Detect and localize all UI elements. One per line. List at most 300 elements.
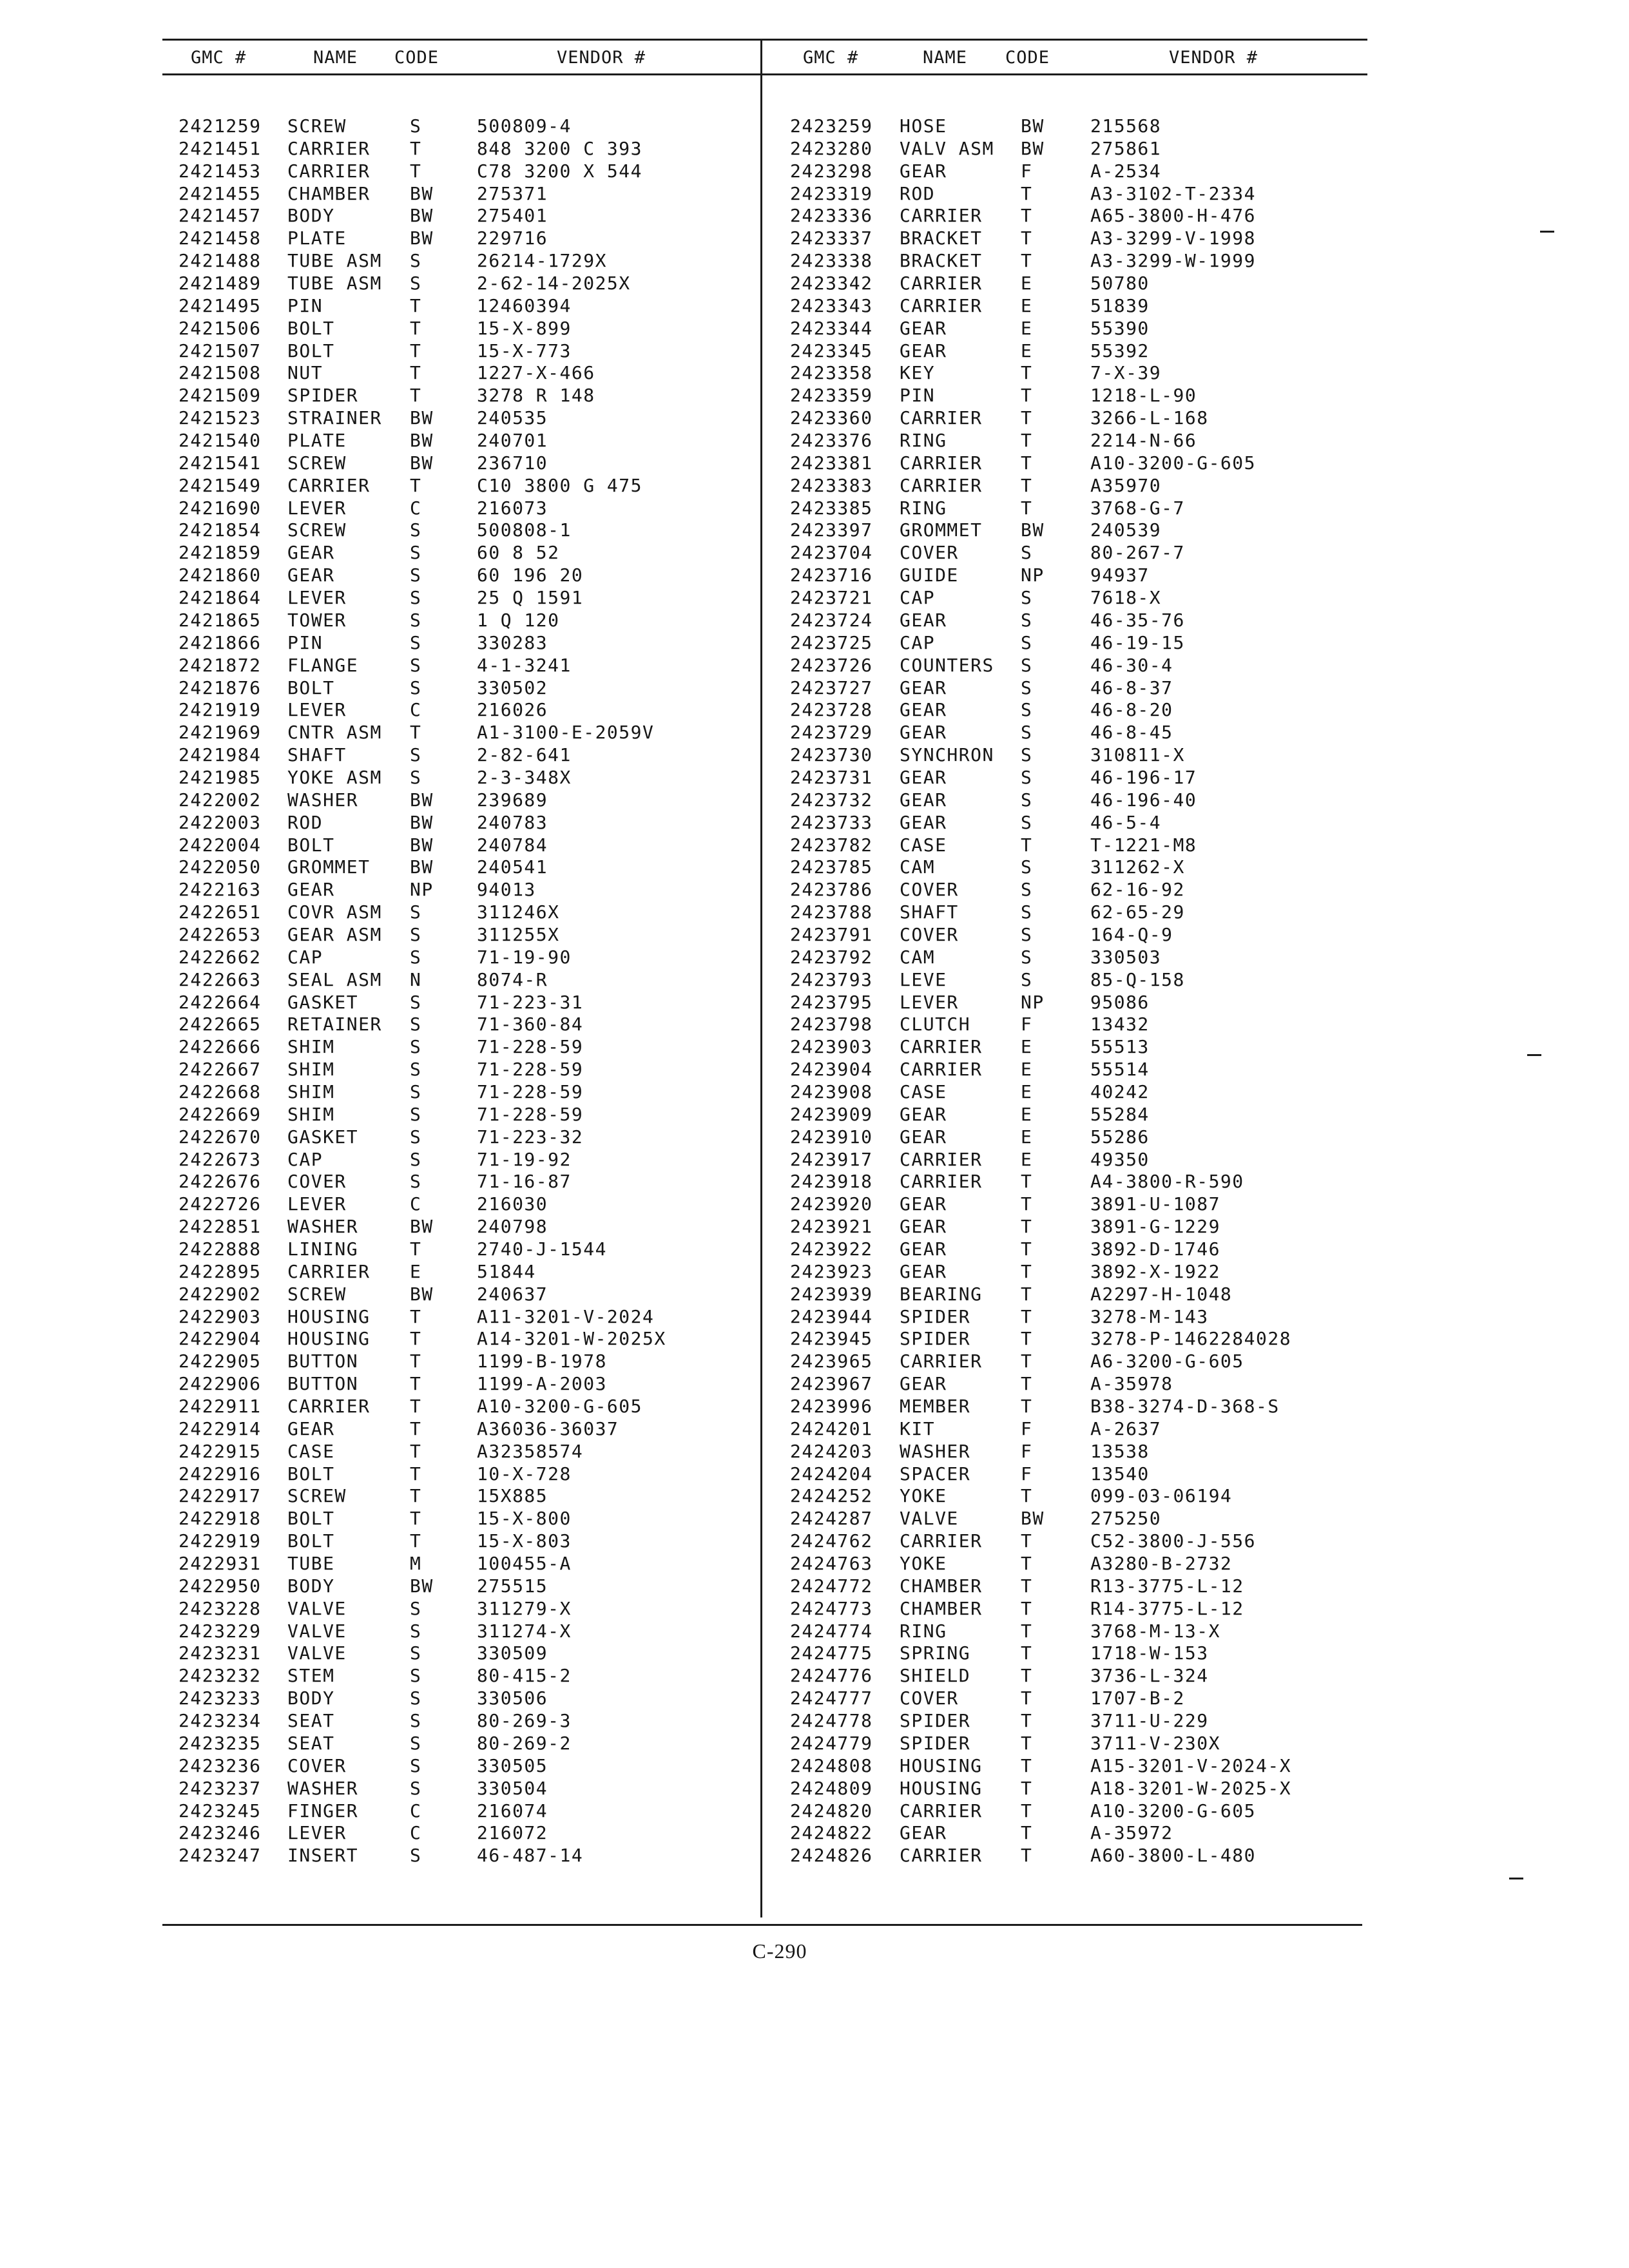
- vendor-number: 3278-P-1462284028: [1090, 1328, 1292, 1350]
- part-name: BODY: [287, 1575, 335, 1597]
- vendor-number: 95086: [1090, 991, 1150, 1013]
- vendor-number: 1218-L-90: [1090, 385, 1197, 407]
- vendor-code: T: [410, 474, 422, 496]
- part-name: LEVER: [287, 1822, 347, 1844]
- gmc-number: 2423246: [178, 1822, 262, 1844]
- vendor-code: S: [1021, 631, 1033, 653]
- gmc-number: 2421495: [178, 294, 262, 316]
- vendor-number: 13432: [1090, 1014, 1150, 1035]
- part-name: GEAR: [900, 722, 947, 744]
- part-name: CARRIER: [287, 1260, 371, 1282]
- vendor-code: S: [410, 744, 422, 766]
- part-name: BOLT: [287, 677, 335, 698]
- part-name: CARRIER: [900, 1800, 983, 1821]
- gmc-number: 2424772: [790, 1575, 873, 1597]
- part-name: COVER: [900, 879, 959, 901]
- part-name: CAM: [900, 946, 936, 968]
- vendor-number: 55513: [1090, 1036, 1150, 1058]
- part-name: GEAR: [900, 160, 947, 182]
- part-name: BOLT: [287, 1530, 335, 1552]
- vendor-code: T: [1021, 1171, 1033, 1193]
- part-name: GASKET: [287, 1126, 359, 1148]
- header-right-vendor: VENDOR #: [1169, 48, 1258, 68]
- gmc-number: 2423731: [790, 766, 873, 788]
- part-name: TUBE ASM: [287, 273, 382, 294]
- part-name: CARRIER: [287, 474, 371, 496]
- part-name: GEAR: [900, 1238, 947, 1260]
- vendor-code: T: [410, 294, 422, 316]
- vendor-code: BW: [410, 452, 434, 474]
- vendor-number: A4-3800-R-590: [1090, 1171, 1244, 1193]
- part-name: SPIDER: [900, 1710, 971, 1732]
- vendor-number: 15-X-800: [477, 1508, 572, 1530]
- vendor-number: A11-3201-V-2024: [477, 1305, 655, 1327]
- part-name: GROMMET: [287, 856, 371, 878]
- vendor-code: T: [1021, 497, 1033, 519]
- vendor-number: 500809-4: [477, 115, 572, 137]
- vendor-code: T: [1021, 1238, 1033, 1260]
- vendor-code: BW: [410, 430, 434, 452]
- vendor-code: F: [1021, 1440, 1033, 1462]
- gmc-number: 2423909: [790, 1103, 873, 1125]
- vendor-number: 55286: [1090, 1126, 1150, 1148]
- part-name: CAP: [287, 1148, 323, 1170]
- part-name: PIN: [287, 631, 323, 653]
- gmc-number: 2422665: [178, 1014, 262, 1035]
- vendor-code: S: [410, 1732, 422, 1754]
- part-name: CARRIER: [900, 407, 983, 429]
- vendor-number: 275401: [477, 205, 548, 227]
- gmc-number: 2422163: [178, 879, 262, 901]
- vendor-number: 2-3-348X: [477, 766, 572, 788]
- part-name: STEM: [287, 1665, 335, 1687]
- gmc-number: 2423944: [790, 1305, 873, 1327]
- part-name: CASE: [900, 1081, 947, 1102]
- vendor-number: 94937: [1090, 564, 1150, 586]
- gmc-number: 2424777: [790, 1687, 873, 1709]
- vendor-number: 311274-X: [477, 1620, 572, 1642]
- vendor-number: 46-8-45: [1090, 722, 1173, 744]
- gmc-number: 2424203: [790, 1440, 873, 1462]
- part-name: SPIDER: [900, 1305, 971, 1327]
- gmc-number: 2423245: [178, 1800, 262, 1821]
- vendor-number: 2-82-641: [477, 744, 572, 766]
- part-name: STRAINER: [287, 407, 382, 429]
- part-name: CASE: [287, 1440, 335, 1462]
- part-name: LEVER: [287, 699, 347, 721]
- gmc-number: 2423903: [790, 1036, 873, 1058]
- vendor-number: 40242: [1090, 1081, 1150, 1102]
- gmc-number: 2421969: [178, 722, 262, 744]
- vendor-code: E: [1021, 294, 1033, 316]
- vendor-number: 229716: [477, 227, 548, 249]
- part-name: SPRING: [900, 1642, 971, 1664]
- vendor-code: T: [1021, 1597, 1033, 1619]
- vendor-number: R13-3775-L-12: [1090, 1575, 1244, 1597]
- vendor-code: S: [410, 1014, 422, 1035]
- part-name: CNTR ASM: [287, 722, 382, 744]
- vendor-number: 1707-B-2: [1090, 1687, 1185, 1709]
- gmc-number: 2424778: [790, 1710, 873, 1732]
- vendor-number: 8074-R: [477, 968, 548, 990]
- part-name: BUTTON: [287, 1350, 359, 1372]
- gmc-number: 2421864: [178, 587, 262, 609]
- gmc-number: 2423360: [790, 407, 873, 429]
- gmc-number: 2423939: [790, 1283, 873, 1305]
- vendor-number: A15-3201-V-2024-X: [1090, 1754, 1292, 1776]
- part-name: LEVER: [287, 1193, 347, 1215]
- vendor-number: 71-228-59: [477, 1036, 584, 1058]
- vendor-number: A65-3800-H-476: [1090, 205, 1257, 227]
- part-name: HOUSING: [900, 1777, 983, 1799]
- vendor-number: A1-3100-E-2059V: [477, 722, 655, 744]
- vendor-code: S: [1021, 901, 1033, 923]
- gmc-number: 2421523: [178, 407, 262, 429]
- gmc-number: 2422050: [178, 856, 262, 878]
- vendor-code: C: [410, 699, 422, 721]
- vendor-code: T: [410, 1440, 422, 1462]
- vendor-number: 71-19-90: [477, 946, 572, 968]
- vendor-code: T: [410, 1328, 422, 1350]
- vendor-code: E: [1021, 1081, 1033, 1102]
- vendor-number: 3768-G-7: [1090, 497, 1185, 519]
- part-name: SCREW: [287, 519, 347, 541]
- vendor-number: 55392: [1090, 340, 1150, 361]
- part-name: PLATE: [287, 430, 347, 452]
- vendor-number: 60 196 20: [477, 564, 584, 586]
- part-name: GEAR: [900, 1103, 947, 1125]
- vendor-code: S: [410, 1687, 422, 1709]
- part-name: VALVE: [287, 1597, 347, 1619]
- gmc-number: 2423732: [790, 789, 873, 811]
- part-name: SPIDER: [900, 1732, 971, 1754]
- vendor-number: 71-228-59: [477, 1103, 584, 1125]
- vendor-number: A-35972: [1090, 1822, 1173, 1844]
- part-name: CARRIER: [287, 160, 371, 182]
- vendor-number: 216030: [477, 1193, 548, 1215]
- vendor-number: A10-3200-G-605: [1090, 452, 1257, 474]
- gmc-number: 2424287: [790, 1508, 873, 1530]
- vendor-code: T: [410, 317, 422, 339]
- part-name: GEAR: [287, 1418, 335, 1439]
- part-name: CLUTCH: [900, 1014, 971, 1035]
- vendor-number: 94013: [477, 879, 536, 901]
- gmc-number: 2423917: [790, 1148, 873, 1170]
- gmc-number: 2423726: [790, 654, 873, 676]
- vendor-number: 71-19-92: [477, 1148, 572, 1170]
- vendor-number: 310811-X: [1090, 744, 1185, 766]
- header-left-code: CODE: [394, 48, 439, 68]
- vendor-code: S: [410, 542, 422, 564]
- vendor-code: S: [410, 1126, 422, 1148]
- gmc-number: 2422915: [178, 1440, 262, 1462]
- vendor-number: 330509: [477, 1642, 548, 1664]
- vendor-code: S: [1021, 654, 1033, 676]
- part-name: INSERT: [287, 1845, 359, 1867]
- gmc-number: 2422673: [178, 1148, 262, 1170]
- part-name: BUTTON: [287, 1373, 359, 1395]
- part-name: PIN: [287, 294, 323, 316]
- vendor-code: F: [1021, 1014, 1033, 1035]
- vendor-number: 330502: [477, 677, 548, 698]
- gmc-number: 2422919: [178, 1530, 262, 1552]
- vendor-code: F: [1021, 160, 1033, 182]
- vendor-code: S: [410, 1620, 422, 1642]
- gmc-number: 2421876: [178, 677, 262, 698]
- gmc-number: 2423786: [790, 879, 873, 901]
- vendor-number: 49350: [1090, 1148, 1150, 1170]
- gmc-number: 2422002: [178, 789, 262, 811]
- part-name: COVER: [287, 1171, 347, 1193]
- gmc-number: 2422911: [178, 1396, 262, 1418]
- part-name: LINING: [287, 1238, 359, 1260]
- vendor-number: 85-Q-158: [1090, 968, 1185, 990]
- vendor-number: A10-3200-G-605: [477, 1396, 643, 1418]
- part-name: SCREW: [287, 452, 347, 474]
- gmc-number: 2421451: [178, 137, 262, 159]
- part-name: GEAR: [900, 317, 947, 339]
- vendor-number: 46-8-20: [1090, 699, 1173, 721]
- vendor-number: 311246X: [477, 901, 560, 923]
- vendor-number: 12460394: [477, 294, 572, 316]
- gmc-number: 2421509: [178, 385, 262, 407]
- part-name: SHIM: [287, 1059, 335, 1081]
- vendor-code: S: [1021, 789, 1033, 811]
- gmc-number: 2423280: [790, 137, 873, 159]
- gmc-number: 2423921: [790, 1216, 873, 1238]
- vendor-number: 46-30-4: [1090, 654, 1173, 676]
- part-name: GEAR: [900, 1216, 947, 1238]
- margin-mark: [1509, 1878, 1523, 1879]
- gmc-number: 2423721: [790, 587, 873, 609]
- vendor-number: 46-5-4: [1090, 811, 1162, 833]
- vendor-number: A-35978: [1090, 1373, 1173, 1395]
- gmc-number: 2421506: [178, 317, 262, 339]
- part-name: BRACKET: [900, 227, 983, 249]
- vendor-code: S: [1021, 542, 1033, 564]
- vendor-number: 330503: [1090, 946, 1162, 968]
- vendor-code: T: [1021, 1800, 1033, 1821]
- gmc-number: 2423343: [790, 294, 873, 316]
- vendor-code: C: [410, 1822, 422, 1844]
- vendor-code: T: [1021, 362, 1033, 384]
- part-name: PLATE: [287, 227, 347, 249]
- vendor-code: S: [410, 1036, 422, 1058]
- gmc-number: 2423234: [178, 1710, 262, 1732]
- vendor-code: T: [1021, 1553, 1033, 1575]
- vendor-number: 46-196-17: [1090, 766, 1197, 788]
- gmc-number: 2422902: [178, 1283, 262, 1305]
- part-name: COVER: [900, 923, 959, 945]
- vendor-number: 240541: [477, 856, 548, 878]
- vendor-code: S: [410, 766, 422, 788]
- vendor-code: F: [1021, 1418, 1033, 1439]
- part-name: CAP: [900, 587, 936, 609]
- gmc-number: 2423996: [790, 1396, 873, 1418]
- part-name: GEAR: [900, 609, 947, 631]
- vendor-code: T: [1021, 227, 1033, 249]
- vendor-number: 71-228-59: [477, 1059, 584, 1081]
- vendor-code: E: [1021, 273, 1033, 294]
- gmc-number: 2422668: [178, 1081, 262, 1102]
- vendor-number: 330506: [477, 1687, 548, 1709]
- part-name: CARRIER: [900, 1148, 983, 1170]
- part-name: RING: [900, 1620, 947, 1642]
- gmc-number: 2422676: [178, 1171, 262, 1193]
- part-name: WASHER: [287, 789, 359, 811]
- gmc-number: 2423228: [178, 1597, 262, 1619]
- vendor-code: C: [410, 1800, 422, 1821]
- vendor-code: T: [410, 1418, 422, 1439]
- vendor-number: 216072: [477, 1822, 548, 1844]
- vendor-number: 15-X-773: [477, 340, 572, 361]
- vendor-code: S: [410, 991, 422, 1013]
- part-name: HOUSING: [900, 1754, 983, 1776]
- vendor-number: 311279-X: [477, 1597, 572, 1619]
- vendor-number: 3891-G-1229: [1090, 1216, 1220, 1238]
- gmc-number: 2421259: [178, 115, 262, 137]
- vendor-code: S: [1021, 879, 1033, 901]
- gmc-number: 2421984: [178, 744, 262, 766]
- gmc-number: 2423795: [790, 991, 873, 1013]
- part-name: CARRIER: [900, 1350, 983, 1372]
- vendor-code: BW: [410, 182, 434, 204]
- gmc-number: 2423788: [790, 901, 873, 923]
- part-name: YOKE ASM: [287, 766, 382, 788]
- vendor-code: T: [1021, 1754, 1033, 1776]
- part-name: GEAR: [900, 1260, 947, 1282]
- vendor-code: S: [1021, 923, 1033, 945]
- vendor-number: A10-3200-G-605: [1090, 1800, 1257, 1821]
- vendor-code: T: [410, 1463, 422, 1485]
- part-name: CARRIER: [900, 294, 983, 316]
- vendor-number: 240535: [477, 407, 548, 429]
- gmc-number: 2422651: [178, 901, 262, 923]
- vendor-code: T: [410, 1396, 422, 1418]
- vendor-code: S: [410, 1148, 422, 1170]
- gmc-number: 2423945: [790, 1328, 873, 1350]
- vendor-code: T: [410, 1350, 422, 1372]
- gmc-number: 2424774: [790, 1620, 873, 1642]
- gmc-number: 2423918: [790, 1171, 873, 1193]
- vendor-number: 51839: [1090, 294, 1150, 316]
- part-name: CHAMBER: [900, 1575, 983, 1597]
- vendor-number: 3892-X-1922: [1090, 1260, 1220, 1282]
- vendor-number: 46-35-76: [1090, 609, 1185, 631]
- gmc-number: 2421540: [178, 430, 262, 452]
- vendor-code: BW: [410, 1283, 434, 1305]
- vendor-code: S: [410, 1059, 422, 1081]
- vendor-code: T: [1021, 1216, 1033, 1238]
- vendor-code: S: [1021, 587, 1033, 609]
- gmc-number: 2422904: [178, 1328, 262, 1350]
- vendor-number: 3711-U-229: [1090, 1710, 1209, 1732]
- gmc-number: 2423229: [178, 1620, 262, 1642]
- vendor-number: B38-3274-D-368-S: [1090, 1396, 1280, 1418]
- vendor-number: 71-223-32: [477, 1126, 584, 1148]
- part-name: COVER: [900, 542, 959, 564]
- gmc-number: 2422669: [178, 1103, 262, 1125]
- vendor-number: 71-16-87: [477, 1171, 572, 1193]
- gmc-number: 2423381: [790, 452, 873, 474]
- gmc-number: 2423791: [790, 923, 873, 945]
- part-name: HOUSING: [287, 1305, 371, 1327]
- part-name: MEMBER: [900, 1396, 971, 1418]
- vendor-number: 275515: [477, 1575, 548, 1597]
- vendor-code: BW: [410, 407, 434, 429]
- vendor-number: 15-X-899: [477, 317, 572, 339]
- vendor-number: 46-19-15: [1090, 631, 1185, 653]
- gmc-number: 2422903: [178, 1305, 262, 1327]
- gmc-number: 2423704: [790, 542, 873, 564]
- vendor-number: A3280-B-2732: [1090, 1553, 1233, 1575]
- part-name: GEAR ASM: [287, 923, 382, 945]
- vendor-number: 240784: [477, 834, 548, 856]
- part-name: GEAR: [287, 564, 335, 586]
- gmc-number: 2421549: [178, 474, 262, 496]
- part-name: CARRIER: [900, 1036, 983, 1058]
- margin-mark: [1540, 231, 1554, 233]
- vendor-code: T: [1021, 1485, 1033, 1507]
- part-name: BODY: [287, 1687, 335, 1709]
- part-name: SHIM: [287, 1081, 335, 1102]
- gmc-number: 2421866: [178, 631, 262, 653]
- vendor-number: 50780: [1090, 273, 1150, 294]
- vendor-number: A-2637: [1090, 1418, 1162, 1439]
- vendor-code: E: [1021, 1126, 1033, 1148]
- header-right-code: CODE: [1005, 48, 1050, 68]
- part-name: GEAR: [900, 1193, 947, 1215]
- part-name: BODY: [287, 205, 335, 227]
- vendor-code: S: [410, 1597, 422, 1619]
- part-name: LEVER: [287, 497, 347, 519]
- vendor-code: T: [410, 340, 422, 361]
- vendor-code: T: [410, 385, 422, 407]
- gmc-number: 2422663: [178, 968, 262, 990]
- bottom-rule: [162, 1924, 1362, 1926]
- vendor-number: 71-228-59: [477, 1081, 584, 1102]
- vendor-code: M: [410, 1553, 422, 1575]
- vendor-number: 7618-X: [1090, 587, 1162, 609]
- gmc-number: 2423358: [790, 362, 873, 384]
- vendor-number: A60-3800-L-480: [1090, 1845, 1257, 1867]
- part-name: BOLT: [287, 1508, 335, 1530]
- gmc-number: 2423730: [790, 744, 873, 766]
- vendor-number: A6-3200-G-605: [1090, 1350, 1244, 1372]
- vendor-number: 3736-L-324: [1090, 1665, 1209, 1687]
- gmc-number: 2421860: [178, 564, 262, 586]
- column-divider: [760, 39, 762, 1917]
- gmc-number: 2423724: [790, 609, 873, 631]
- part-name: CARRIER: [287, 1396, 371, 1418]
- gmc-number: 2422653: [178, 923, 262, 945]
- header-left-name: NAME: [313, 48, 358, 68]
- vendor-code: T: [1021, 1777, 1033, 1799]
- vendor-code: T: [1021, 1530, 1033, 1552]
- vendor-number: 51844: [477, 1260, 536, 1282]
- gmc-number: 2423336: [790, 205, 873, 227]
- gmc-number: 2422851: [178, 1216, 262, 1238]
- gmc-number: 2422905: [178, 1350, 262, 1372]
- part-name: FLANGE: [287, 654, 359, 676]
- part-name: SHIELD: [900, 1665, 971, 1687]
- part-name: CARRIER: [900, 273, 983, 294]
- part-name: GEAR: [900, 677, 947, 698]
- gmc-number: 2423338: [790, 250, 873, 272]
- vendor-number: 1718-W-153: [1090, 1642, 1209, 1664]
- vendor-number: 46-487-14: [477, 1845, 584, 1867]
- vendor-number: 62-16-92: [1090, 879, 1185, 901]
